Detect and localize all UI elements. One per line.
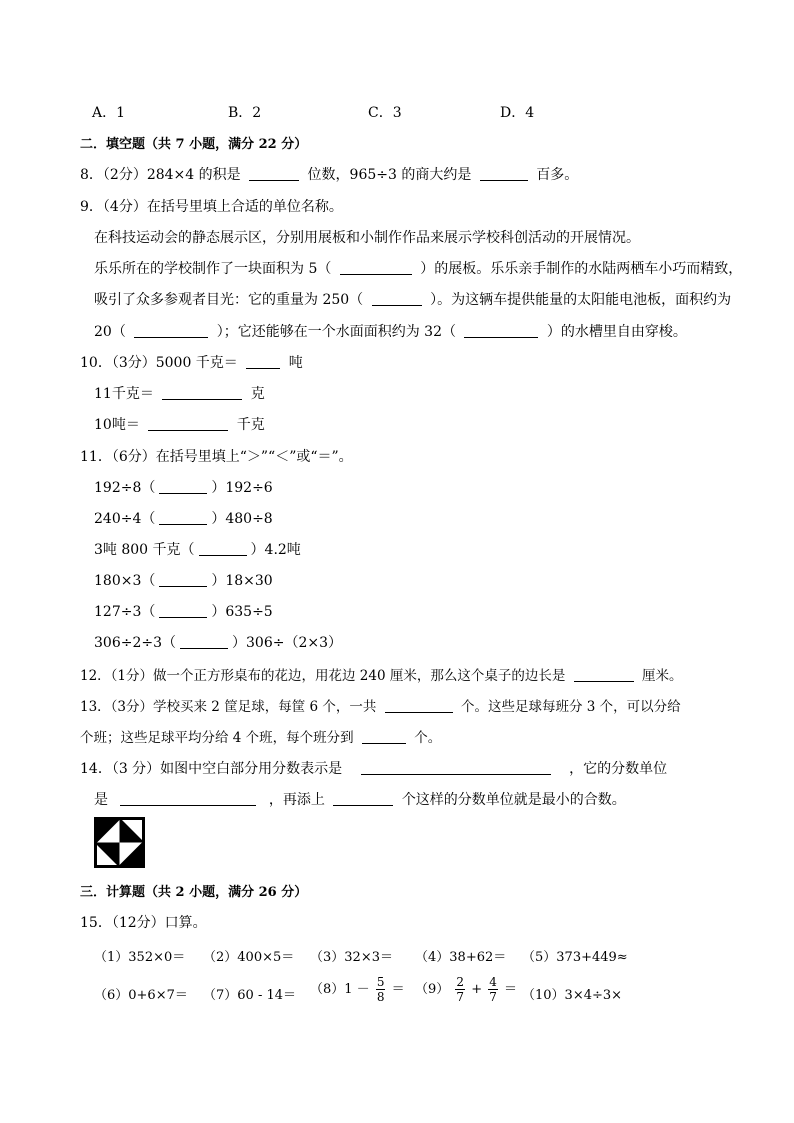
q11-blank-6[interactable] bbox=[180, 634, 228, 649]
q9-l3-text-b: ）。为这辆车提供能量的太阳能电池板，面积约为 bbox=[430, 292, 732, 308]
question-13-line-1 bbox=[80, 695, 681, 715]
q9-line-4 bbox=[94, 321, 687, 341]
question-13-line-2 bbox=[80, 726, 441, 746]
q10-blank-2[interactable] bbox=[162, 385, 242, 400]
option-d: D．4 bbox=[500, 105, 535, 121]
calc-3: （3）32×3＝ bbox=[310, 950, 393, 965]
q11-blank-1[interactable] bbox=[159, 479, 207, 494]
calc-9-fraction-1 bbox=[455, 975, 465, 1004]
q10-l1-unit: 克 bbox=[250, 386, 265, 402]
q14-text-e: 个这样的分数单位就是最小的合数。 bbox=[401, 792, 626, 808]
q10-unit: 吨 bbox=[288, 355, 303, 371]
question-8 bbox=[80, 164, 578, 184]
calc-9-numerator-1: 2 bbox=[456, 975, 465, 989]
q13-text-b: 个。这些足球每班分 3 个，可以分给 bbox=[460, 699, 681, 715]
q10-l2-text: 10吨＝ bbox=[94, 417, 140, 433]
q11-row-6 bbox=[94, 632, 342, 652]
q9-l4-text-b: ）；它还能够在一个水面面积约为 32（ bbox=[216, 324, 456, 340]
q14-blank-2[interactable] bbox=[120, 791, 256, 806]
q11-row-1-left: 192÷8（ bbox=[94, 480, 156, 496]
calc-9-denominator-2: 7 bbox=[489, 990, 497, 1004]
q9-blank-2[interactable] bbox=[372, 291, 422, 306]
q8-text-1: 8．（2分）284×4 的积是 bbox=[80, 167, 241, 183]
q10-text: 10．（3分）5000 千克＝ bbox=[80, 355, 238, 371]
calc-7: （7）60 - 14＝ bbox=[203, 988, 297, 1003]
section-3-title: 三．计算题（共 2 小题，满分 26 分） bbox=[80, 885, 308, 900]
q9-blank-4[interactable] bbox=[464, 323, 538, 338]
q9-l4-text-c: ）的水槽里自由穿梭。 bbox=[546, 324, 687, 340]
option-a: A．1 bbox=[92, 105, 126, 121]
question-14-line-1 bbox=[80, 758, 667, 778]
calc-9-plus: + bbox=[471, 982, 483, 997]
question-10-head bbox=[80, 352, 303, 372]
q12-text: 12．（1分）做一个正方形桌布的花边，用花边 240 厘米，那么这个桌子的边长是 bbox=[80, 668, 566, 684]
q9-l3-text-a: 吸引了众多参观者目光：它的重量为 250（ bbox=[94, 292, 364, 308]
calc-4: （4）38+62＝ bbox=[415, 950, 507, 965]
q10-line-1 bbox=[94, 383, 265, 403]
q8-text-2: 位数，965÷3 的商大约是 bbox=[307, 167, 472, 183]
calc-8-numerator: 5 bbox=[376, 975, 385, 989]
q13-text-d: 个。 bbox=[414, 730, 442, 746]
q12-blank[interactable] bbox=[574, 667, 634, 682]
q11-row-1-right: ）192÷6 bbox=[211, 480, 273, 496]
q8-blank-2[interactable] bbox=[480, 166, 528, 181]
q9-line-1: 在科技运动会的静态展示区，分别用展板和小制作作品来展示学校科创活动的开展情况。 bbox=[94, 230, 640, 246]
q10-l1-text: 11千克＝ bbox=[94, 386, 154, 402]
q14-text-a: 14．（3 分）如图中空白部分用分数表示是 bbox=[80, 761, 343, 777]
q11-row-3-left: 3吨 800 千克（ bbox=[94, 542, 195, 558]
calc-8 bbox=[310, 975, 405, 1004]
calc-9-text: （9） bbox=[415, 982, 450, 997]
q10-l2-unit: 千克 bbox=[236, 417, 265, 433]
question-12 bbox=[80, 664, 682, 684]
option-b: B．2 bbox=[228, 105, 262, 121]
q12-unit: 厘米。 bbox=[641, 668, 683, 684]
calc-8-text: （8）1 － bbox=[310, 982, 370, 997]
calc-8-fraction bbox=[376, 975, 386, 1004]
calc-8-denominator: 8 bbox=[376, 990, 385, 1004]
section-2-title: 二．填空题（共 7 小题，满分 22 分） bbox=[80, 137, 308, 152]
q11-row-2-left: 240÷4（ bbox=[94, 511, 156, 527]
q11-row-4-right: ）18×30 bbox=[211, 573, 273, 589]
q13-text-a: 13．（3分）学校买来 2 筐足球，每筐 6 个，一共 bbox=[80, 699, 377, 715]
q10-blank-1[interactable] bbox=[246, 354, 280, 369]
q11-row-3-right: ）4.2吨 bbox=[250, 542, 301, 558]
q11-row-4-left: 180×3（ bbox=[94, 573, 156, 589]
q10-line-2 bbox=[94, 414, 265, 434]
calc-10: （10）3×4÷3× bbox=[522, 988, 623, 1003]
q8-blank-1[interactable] bbox=[249, 166, 299, 181]
question-14-line-2 bbox=[94, 789, 626, 809]
q11-blank-2[interactable] bbox=[159, 510, 207, 525]
fraction-figure bbox=[94, 817, 145, 868]
calc-5: （5）373+449≈ bbox=[522, 950, 628, 965]
q9-line-2 bbox=[94, 258, 742, 278]
q14-text-c: 是 bbox=[94, 792, 108, 808]
q11-blank-5[interactable] bbox=[159, 603, 207, 618]
q11-blank-3[interactable] bbox=[199, 541, 247, 556]
calc-6: （6）0+6×7＝ bbox=[94, 988, 188, 1003]
q9-line-3 bbox=[94, 289, 731, 309]
q11-row-3 bbox=[94, 539, 301, 559]
q14-text-b: ，它的分数单位 bbox=[569, 761, 668, 777]
q11-row-6-right: ）306÷（2×3） bbox=[232, 635, 342, 651]
q11-row-5-left: 127÷3（ bbox=[94, 604, 156, 620]
q9-l4-text-a: 20（ bbox=[94, 324, 126, 340]
calc-1: （1）352×0＝ bbox=[94, 950, 186, 965]
calc-8-equals: ＝ bbox=[391, 982, 405, 997]
q10-blank-3[interactable] bbox=[148, 416, 228, 431]
q13-text-c: 个班；这些足球平均分给 4 个班，每个班分到 bbox=[80, 730, 354, 746]
q9-l2-text-a: 乐乐所在的学校制作了一块面积为 5（ bbox=[94, 261, 332, 277]
question-9-head: 9．（4分）在括号里填上合适的单位名称。 bbox=[80, 199, 343, 215]
calc-2: （2）400×5＝ bbox=[203, 950, 295, 965]
q11-row-5 bbox=[94, 601, 273, 621]
q9-l2-text-b: ）的展板。乐乐亲手制作的水陆两栖车小巧而精致， bbox=[420, 261, 743, 277]
calc-9-denominator-1: 7 bbox=[456, 990, 465, 1004]
calc-9 bbox=[415, 975, 517, 1004]
q11-row-2-right: ）480÷8 bbox=[211, 511, 273, 527]
q14-text-d: ，再添上 bbox=[268, 792, 325, 808]
calc-9-equals: ＝ bbox=[504, 982, 518, 997]
q11-blank-4[interactable] bbox=[159, 572, 207, 587]
calc-9-numerator-2: 4 bbox=[489, 975, 497, 989]
q14-blank-1[interactable] bbox=[361, 760, 551, 775]
q14-blank-3[interactable] bbox=[333, 791, 393, 806]
q11-row-1 bbox=[94, 477, 273, 497]
question-11-head: 11．（6分）在括号里填上“＞”“＜”或“＝”。 bbox=[80, 449, 353, 465]
q8-text-3: 百多。 bbox=[536, 167, 579, 183]
q13-blank-2[interactable] bbox=[362, 729, 406, 744]
question-15-head: 15．（12分）口算。 bbox=[80, 915, 207, 931]
q11-row-4 bbox=[94, 570, 273, 590]
calc-9-fraction-2 bbox=[488, 975, 498, 1004]
q9-blank-1[interactable] bbox=[340, 260, 412, 275]
q11-row-2 bbox=[94, 508, 273, 528]
q11-row-5-right: ）635÷5 bbox=[211, 604, 273, 620]
option-c: C．3 bbox=[368, 105, 402, 121]
q13-blank-1[interactable] bbox=[385, 698, 453, 713]
q11-row-6-left: 306÷2÷3（ bbox=[94, 635, 176, 651]
q9-blank-3[interactable] bbox=[134, 323, 208, 338]
